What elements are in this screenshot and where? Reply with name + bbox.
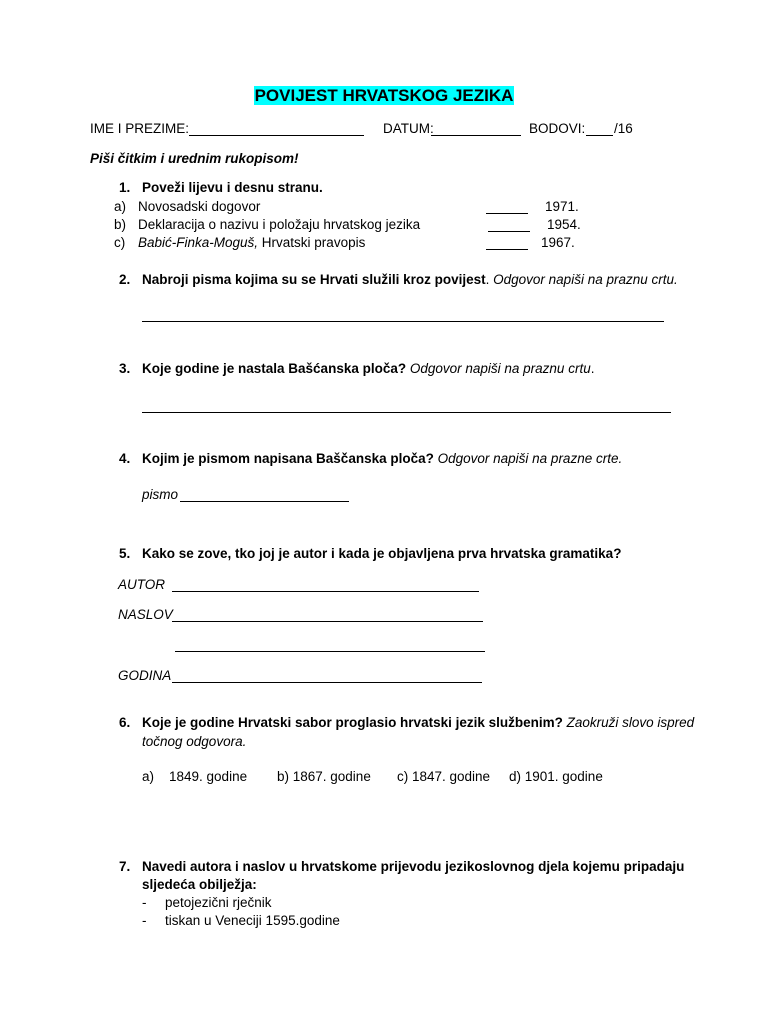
q6-option-b[interactable]: b) 1867. godine <box>277 769 371 784</box>
name-label: IME I PREZIME: <box>90 121 190 136</box>
q1-item-b-answer[interactable] <box>488 231 530 232</box>
q5-title-label: NASLOV <box>118 607 173 622</box>
q4-field-label: pismo <box>142 487 179 502</box>
q5-year-line[interactable] <box>172 682 482 683</box>
q6-option-d[interactable]: d) 1901. godine <box>509 769 603 784</box>
q5-author-line[interactable] <box>172 591 479 592</box>
q1-number: 1. <box>119 180 131 195</box>
q5-title-line[interactable] <box>172 621 483 622</box>
points-label: BODOVI: <box>529 121 586 136</box>
q5-author-label: AUTOR <box>118 577 166 592</box>
q2-answer-line[interactable] <box>142 321 664 322</box>
q7-bullet-dash-2: - <box>142 913 147 928</box>
page-title: POVIJEST HRVATSKOG JEZIKA <box>254 86 514 105</box>
q1-item-c-letter: c) <box>114 235 126 250</box>
q5-year-label: GODINA <box>118 668 172 683</box>
points-total: /16 <box>614 121 633 136</box>
q1-year-2: 1954. <box>547 217 581 232</box>
q3-answer-line[interactable] <box>142 412 671 413</box>
q7-text-line2: sljedeća obilježja: <box>142 877 257 892</box>
date-label: DATUM: <box>383 121 434 136</box>
instruction: Piši čitkim i urednim rukopisom! <box>90 151 299 166</box>
q5-number: 5. <box>119 546 131 561</box>
q4-answer-line[interactable] <box>180 501 349 502</box>
q3-text: Koje godine je nastala Bašćanska ploča? Odgovor napiši na praznu crtu. <box>142 361 595 376</box>
q1-item-a-text: Novosadski dogovor <box>138 199 261 214</box>
name-field[interactable] <box>189 135 364 136</box>
q1-item-c-answer[interactable] <box>486 249 528 250</box>
points-field[interactable] <box>586 135 613 136</box>
q1-year-3: 1967. <box>541 235 575 250</box>
q1-item-a-letter: a) <box>114 199 127 214</box>
q5-title-line-2[interactable] <box>175 651 485 652</box>
q6-hint-continued: točnog odgovora. <box>142 734 247 749</box>
q1-item-c-text: Babić-Finka-Moguš, Hrvatski pravopis <box>138 235 366 250</box>
q1-year-1: 1971. <box>545 199 579 214</box>
q2-text: Nabroji pisma kojima su se Hrvati služili kroz povijest. Odgovor napiši na praznu crtu. <box>142 272 678 287</box>
q1-item-a-answer[interactable] <box>486 213 528 214</box>
q1-text: Poveži lijevu i desnu stranu. <box>142 180 323 195</box>
q3-number: 3. <box>119 361 131 376</box>
q6-number: 6. <box>119 715 131 730</box>
q6-option-a[interactable]: a) 1849. godine <box>142 769 248 784</box>
q6-text: Koje je godine Hrvatski sabor proglasio hrvatski jezik službenim? Zaokruži slovo ispred <box>142 715 695 730</box>
q2-number: 2. <box>119 272 131 287</box>
q7-number: 7. <box>119 859 131 874</box>
q7-bullet-dash-1: - <box>142 895 147 910</box>
q7-bullet-2: tiskan u Veneciji 1595.godine <box>165 913 340 928</box>
q4-number: 4. <box>119 451 131 466</box>
q7-bullet-1: petojezični rječnik <box>165 895 272 910</box>
q5-text: Kako se zove, tko joj je autor i kada je objavljena prva hrvatska gramatika? <box>142 546 622 561</box>
date-field[interactable] <box>431 135 521 136</box>
q7-text-line1: Navedi autora i naslov u hrvatskome prijevodu jezikoslovnog djela kojemu pripadaju <box>142 859 685 874</box>
q6-option-c[interactable]: c) 1847. godine <box>397 769 491 784</box>
q1-item-b-letter: b) <box>114 217 127 232</box>
q1-item-b-text: Deklaracija o nazivu i položaju hrvatskog jezika <box>138 217 421 232</box>
q4-text: Kojim je pismom napisana Baščanska ploča? Odgovor napiši na prazne crte. <box>142 451 623 466</box>
